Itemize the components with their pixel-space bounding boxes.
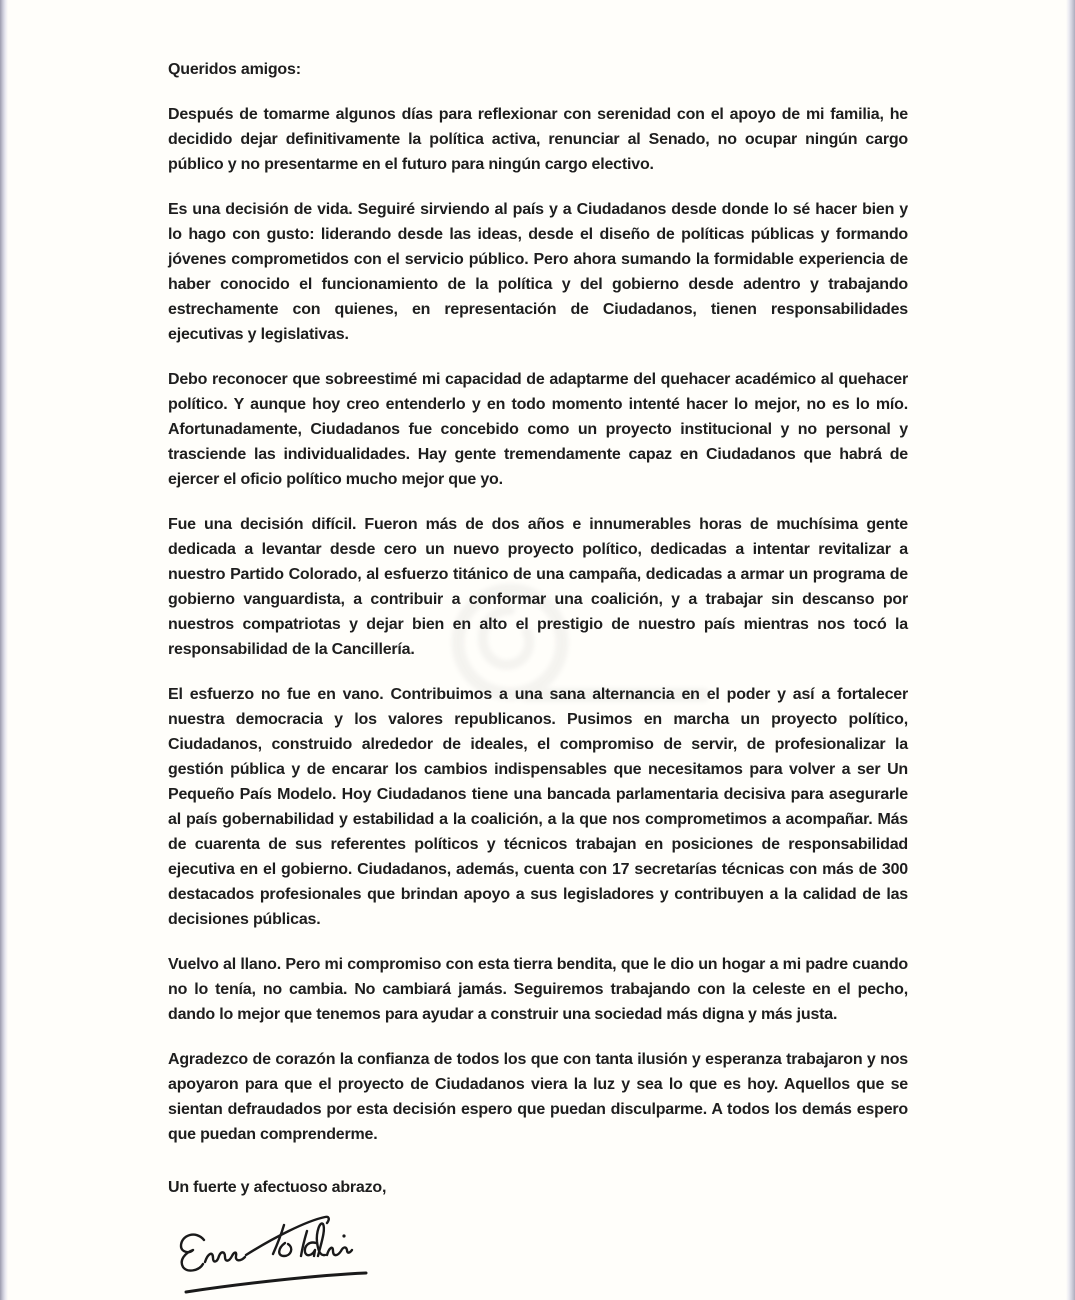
letter-paragraph-6: Vuelvo al llano. Pero mi compromiso con esta tierra bendita, que le dio un hogar a mi padre cuando no lo tenía, no cambia. No cambiará jamás. Seguiremos trabajando con la celeste en el pecho, dando lo mejor que tenemos para ayudar a construir una sociedad más digna y más justa. [168,956,908,1023]
handwritten-signature [168,1210,383,1300]
letter-paragraph-1: Después de tomarme algunos días para reflexionar con serenidad con el apoyo de mi familia, he decidido dejar definitivamente la política activa, renunciar al Senado, no ocupar ningún cargo público y no presentarme en el futuro para ningún cargo electivo. [168,106,908,173]
closing-line: Un fuerte y afectuoso abrazo, [168,1179,387,1196]
letter-paragraph-5: El esfuerzo no fue en vano. Contribuimos a una sana alternancia en el poder y así a fortalecer nuestra democracia y los valores republicanos. Pusimos en marcha un proyecto político, Ciudadanos, construido alrededor de ideales, el compromiso de servir, de profesionalizar la gestión pública y de encarar los cambios indispensables que necesitamos para volver a ser Un Pequeño País Modelo. Hoy Ciudadanos tiene una bancada parlamentaria decisiva para asegurarle al país gobernabilidad y estabilidad a la coalición, a la que nos comprometimos a acompañar. Más de cuarenta de sus referentes políticos y técnicos trabajan en posiciones de responsabilidad ejecutiva en el gobierno. Ciudadanos, además, cuenta con 17 secretarías técnicas con más de 300 destacados profesionales que brindan apoyo a sus legisladores y contribuyen a la calidad de las decisiones públicas. [168,686,908,928]
letter-paragraph-7: Agradezco de corazón la confianza de todos los que con tanta ilusión y esperanza trabajaron y nos apoyaron para que el proyecto de Ciudadanos viera la luz y sea lo que es hoy. Aquellos que se sientan defraudados por esta decisión espero que puedan disculparme. A todos los demás espero que puedan comprenderme. [168,1051,908,1143]
letter-paragraph-2: Es una decisión de vida. Seguiré sirviendo al país y a Ciudadanos desde donde lo sé hacer bien y lo hago con gusto: liderando desde las ideas, desde el diseño de políticas públicas y formando jóvenes comprometidos con el servicio público. Pero ahora sumando la formidable experiencia de haber conocido el funcionamiento de la política y del gobierno desde adentro y trabajando estrechamente con quienes, en representación de Ciudadanos, tienen responsabilidades ejecutivas y legislativas. [168,201,908,343]
page-scan-edge-right [1066,0,1075,1300]
salutation: Queridos amigos: [168,61,301,78]
page-scan-edge-left [0,0,8,1300]
letter-paragraph-4: Fue una decisión difícil. Fueron más de dos años e innumerables horas de muchísima gente dedicada a levantar desde cero un nuevo proyecto político, dedicadas a intentar revitalizar a nuestro Partido Colorado, al esfuerzo titánico de una campaña, dedicadas a armar un programa de gobierno vanguardista, a contribuir a conformar una coalición, y a trabajar sin descanso por nuestros compatriotas y dejar bien en alto el prestigio de nuestro país mientras nos tocó la responsabilidad de la Cancillería. [168,516,908,658]
letter-paragraph-3: Debo reconocer que sobreestimé mi capacidad de adaptarme del quehacer académico al quehacer político. Y aunque hoy creo entenderlo y en todo momento intenté hacer lo mejor, no es lo mío. Afortunadamente, Ciudadanos fue concebido como un proyecto institucional y no personal y trasciende las individualidades. Hay gente tremendamente capaz en Ciudadanos que habrá de ejercer el oficio político mucho mejor que yo. [168,371,908,488]
letter-body [168,57,908,1300]
